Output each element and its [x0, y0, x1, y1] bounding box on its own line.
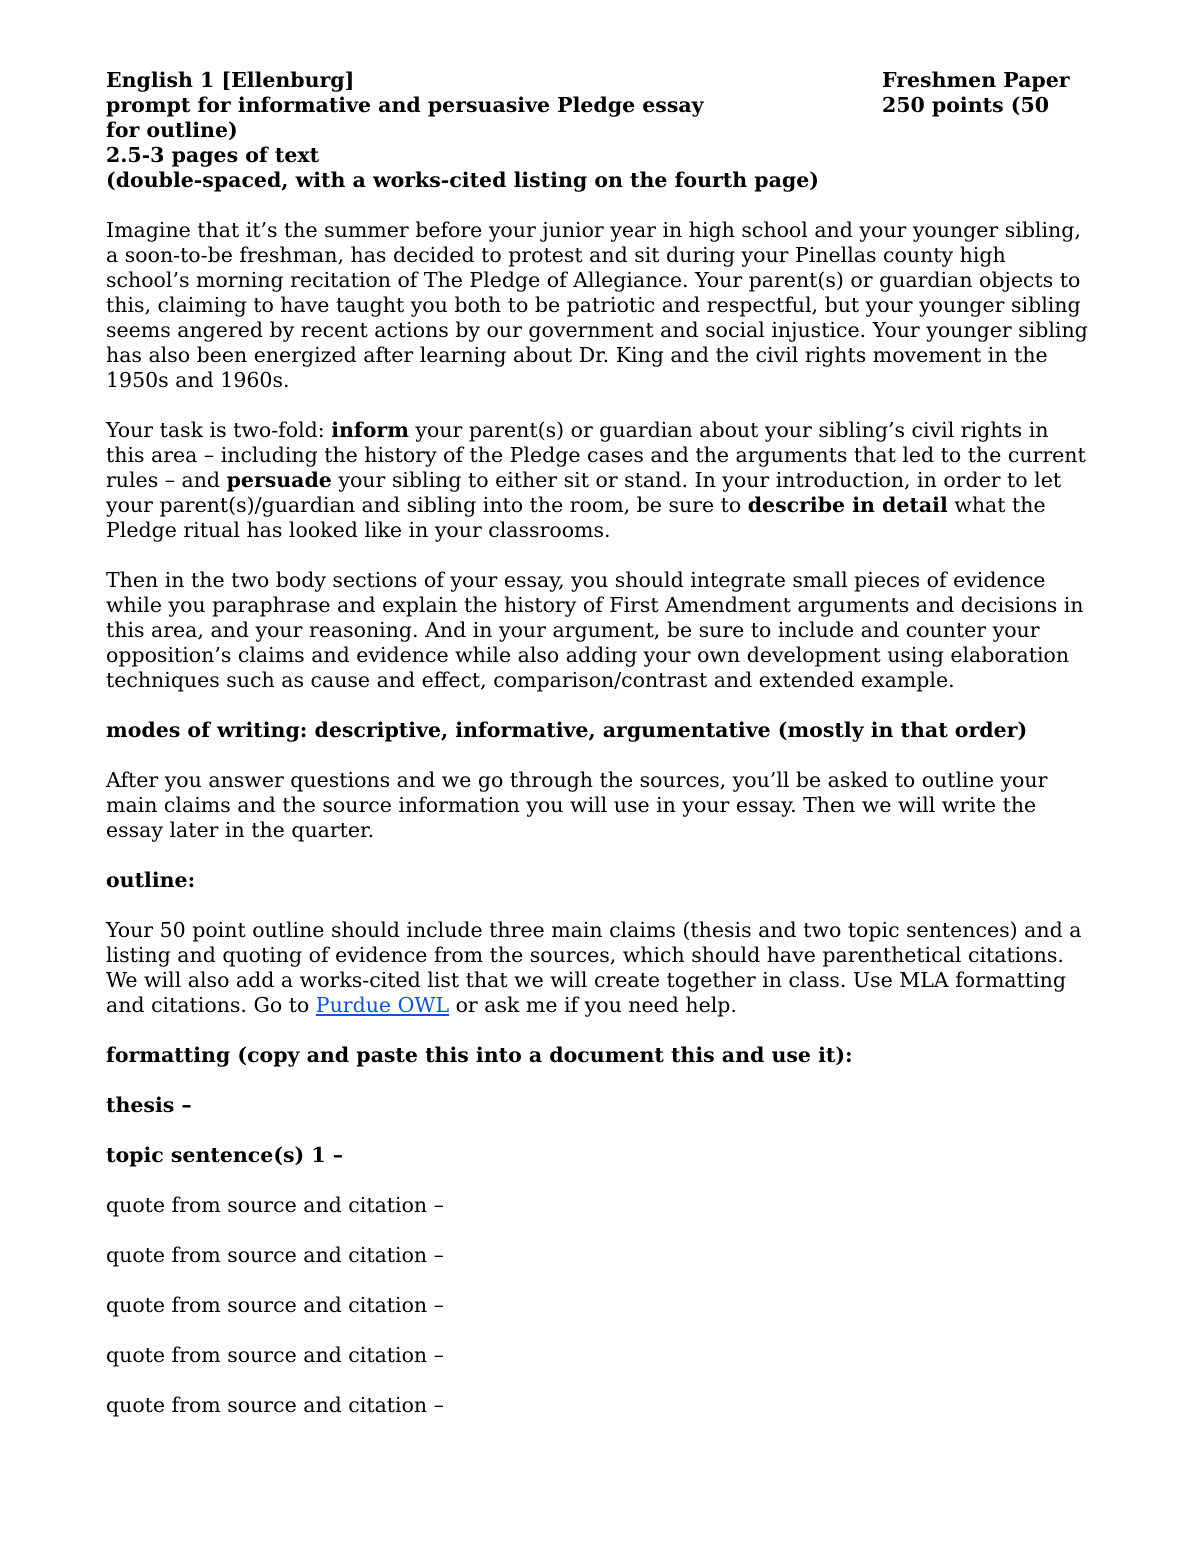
- outline-text-after-link: or ask me if you need help.: [449, 993, 737, 1017]
- intro-paragraph: Imagine that it’s the summer before your junior year in high school and your younger sibling, a soon-to-be freshman, has decided to protest and sit during your Pinellas county high school’s morning recitation of The Pledge of Allegiance. Your parent(s) or guardian objects to this, claiming to have taught you both to be patriotic and respectful, but your younger sibling seems angered by recent actions by our government and social injustice. Your younger sibling has also been energized after learning about Dr. King and the civil rights movement in the 1950s and 1960s.: [106, 218, 1088, 392]
- quote-line: quote from source and citation –: [106, 1243, 444, 1267]
- purdue-owl-link[interactable]: Purdue OWL: [315, 993, 450, 1017]
- document-page: [106, 68, 1090, 1443]
- after-paragraph: After you answer questions and we go through the sources, you’ll be asked to outline your main claims and the source information you will use in your essay. Then we will write the essay later in the quarter.: [106, 768, 1048, 842]
- task-text-4: what the Pledge ritual has looked like in your classrooms.: [106, 493, 1046, 542]
- task-bold-describe: describe in detail: [747, 493, 948, 517]
- task-text-2: your parent(s) or guardian about your sibling’s civil rights in this area – including the history of the Pledge cases and the arguments that led to the current rules – and: [106, 418, 1086, 492]
- outline-heading: outline:: [106, 868, 196, 892]
- header-points: 250 points (50: [882, 93, 1050, 117]
- quote-line: quote from source and citation –: [106, 1193, 444, 1217]
- quote-line: quote from source and citation –: [106, 1393, 444, 1417]
- task-paragraph: [106, 418, 1090, 543]
- header-paper-type: Freshmen Paper: [882, 68, 1070, 92]
- task-text-3: your sibling to either sit or stand. In your introduction, in order to let your parent(s)/guardian and sibling into the room, be sure to: [106, 468, 1062, 517]
- thesis-label: thesis –: [106, 1093, 192, 1117]
- body-sections-paragraph: Then in the two body sections of your essay, you should integrate small pieces of evidence while you paraphrase and explain the history of First Amendment arguments and decisions in this area, and your reasoning. And in your argument, be sure to include and counter your opposition’s claims and evidence while also adding your own development using elaboration techniques such as cause and effect, comparison/contrast and extended example.: [106, 568, 1084, 692]
- quote-line: quote from source and citation –: [106, 1343, 444, 1367]
- formatting-heading: formatting (copy and paste this into a document this and use it):: [106, 1043, 853, 1067]
- header-outline-points-line: for outline): [106, 118, 238, 142]
- modes-heading: modes of writing: descriptive, informative, argumentative (mostly in that order): [106, 718, 1028, 742]
- outline-paragraph: [106, 918, 1090, 1018]
- quote-line: quote from source and citation –: [106, 1293, 444, 1317]
- header-course-line: English 1 [Ellenburg]: [106, 68, 355, 92]
- header-prompt-line: prompt for informative and persuasive Pledge essay: [106, 93, 704, 117]
- task-bold-inform: inform: [331, 418, 409, 442]
- task-text-1: Your task is two-fold:: [106, 418, 332, 442]
- header-format-line: (double-spaced, with a works-cited listing on the fourth page): [106, 168, 819, 192]
- document-header: [106, 68, 1090, 193]
- outline-text-before-link: Your 50 point outline should include three main claims (thesis and two topic sentences) and a listing and quoting of evidence from the sources, which should have parenthetical citations. We will also add a works-cited list that we will create together in class. Use MLA formatting and citations. Go to: [106, 918, 1082, 1017]
- task-bold-persuade: persuade: [226, 468, 332, 492]
- header-length-line: 2.5-3 pages of text: [106, 143, 320, 167]
- topic-sentence-label: topic sentence(s) 1 –: [106, 1143, 344, 1167]
